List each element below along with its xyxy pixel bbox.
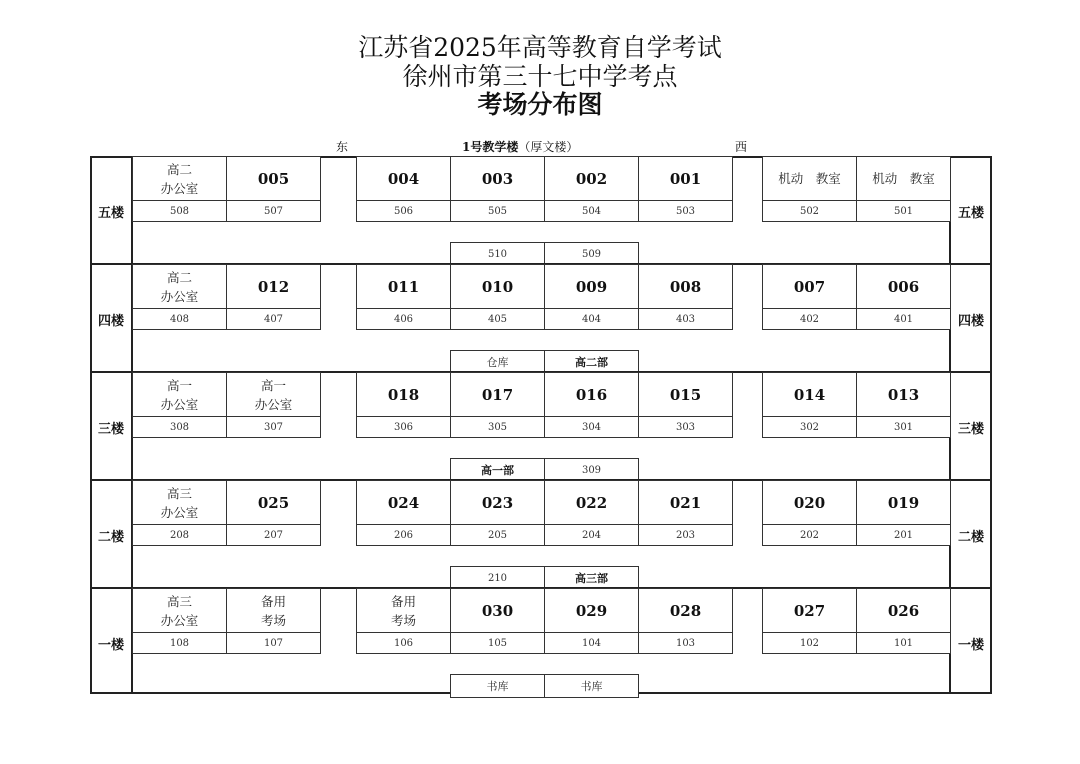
building-name <box>462 139 578 155</box>
exam-room-number: 018 <box>356 372 451 417</box>
exam-room-number: 023 <box>450 480 545 525</box>
exam-room-number: 001 <box>638 156 733 201</box>
exam-room-number: 016 <box>544 372 639 417</box>
exam-room-number: 029 <box>544 588 639 633</box>
east-direction-label: 东 <box>336 140 349 154</box>
exam-room-number: 002 <box>544 156 639 201</box>
room-number: 401 <box>856 308 951 330</box>
room-number: 208 <box>132 524 227 546</box>
auxiliary-room: 书库 <box>450 674 545 698</box>
room-number: 501 <box>856 200 951 222</box>
room-usage-label: 高三 办公室 <box>132 588 227 633</box>
room-usage-label: 高二 办公室 <box>132 264 227 309</box>
room-number: 205 <box>450 524 545 546</box>
room-number: 306 <box>356 416 451 438</box>
room-number: 108 <box>132 632 227 654</box>
room-number: 403 <box>638 308 733 330</box>
exam-room-number: 005 <box>226 156 321 201</box>
document-title-line1: 江苏省2025年高等教育自学考试 <box>358 33 722 62</box>
room-number: 407 <box>226 308 321 330</box>
exam-room-number: 020 <box>762 480 857 525</box>
room-number: 506 <box>356 200 451 222</box>
room-number: 104 <box>544 632 639 654</box>
exam-room-number: 026 <box>856 588 951 633</box>
exam-room-number: 027 <box>762 588 857 633</box>
room-number: 201 <box>856 524 951 546</box>
room-number: 301 <box>856 416 951 438</box>
exam-room-number: 008 <box>638 264 733 309</box>
exam-room-number: 003 <box>450 156 545 201</box>
floor-label-right: 一楼 <box>957 637 984 653</box>
west-direction-label: 西 <box>735 140 748 154</box>
document-title-line2: 徐州市第三十七中学考点 <box>402 62 678 91</box>
document-title-main: 考场分布图 <box>477 90 603 119</box>
auxiliary-room: 509 <box>544 242 639 266</box>
room-usage-label: 备用 考场 <box>226 588 321 633</box>
room-usage-label: 机动 教室 <box>762 156 857 201</box>
exam-room-number: 014 <box>762 372 857 417</box>
auxiliary-room: 仓库 <box>450 350 545 374</box>
room-number: 504 <box>544 200 639 222</box>
auxiliary-room: 书库 <box>544 674 639 698</box>
room-number: 102 <box>762 632 857 654</box>
floor-label-left: 二楼 <box>97 529 124 545</box>
floor-label-right: 二楼 <box>957 529 984 545</box>
room-number: 103 <box>638 632 733 654</box>
room-number: 203 <box>638 524 733 546</box>
room-number: 507 <box>226 200 321 222</box>
room-number: 106 <box>356 632 451 654</box>
room-number: 302 <box>762 416 857 438</box>
floor-label-left: 五楼 <box>97 205 124 221</box>
room-number: 307 <box>226 416 321 438</box>
room-number: 304 <box>544 416 639 438</box>
exam-room-number: 019 <box>856 480 951 525</box>
building-title: 1号教学楼 <box>462 140 519 154</box>
room-number: 404 <box>544 308 639 330</box>
room-number: 305 <box>450 416 545 438</box>
grade-office-label: 高三部 <box>544 566 639 590</box>
room-usage-label: 高一 办公室 <box>132 372 227 417</box>
room-usage-label: 备用 考场 <box>356 588 451 633</box>
exam-room-number: 022 <box>544 480 639 525</box>
floor-label-right: 五楼 <box>957 205 984 221</box>
room-number: 207 <box>226 524 321 546</box>
auxiliary-room: 309 <box>544 458 639 482</box>
exam-room-number: 025 <box>226 480 321 525</box>
floor-label-left: 一楼 <box>97 637 124 653</box>
room-number: 508 <box>132 200 227 222</box>
building-alias: （厚文楼） <box>518 140 579 154</box>
room-usage-label: 高一 办公室 <box>226 372 321 417</box>
exam-room-number: 017 <box>450 372 545 417</box>
exam-room-number: 004 <box>356 156 451 201</box>
room-number: 107 <box>226 632 321 654</box>
floor-label-left: 四楼 <box>97 313 124 329</box>
exam-room-number: 013 <box>856 372 951 417</box>
exam-room-number: 007 <box>762 264 857 309</box>
room-usage-label: 高二 办公室 <box>132 156 227 201</box>
grade-office-label: 高一部 <box>450 458 545 482</box>
room-number: 505 <box>450 200 545 222</box>
exam-room-number: 021 <box>638 480 733 525</box>
floor-label-right: 三楼 <box>957 421 984 437</box>
exam-room-number: 011 <box>356 264 451 309</box>
exam-room-number: 028 <box>638 588 733 633</box>
exam-room-number: 012 <box>226 264 321 309</box>
room-number: 202 <box>762 524 857 546</box>
room-number: 308 <box>132 416 227 438</box>
floor-label-left: 三楼 <box>97 421 124 437</box>
room-number: 101 <box>856 632 951 654</box>
room-number: 402 <box>762 308 857 330</box>
room-usage-label: 高三 办公室 <box>132 480 227 525</box>
exam-room-number: 006 <box>856 264 951 309</box>
auxiliary-room: 510 <box>450 242 545 266</box>
room-number: 204 <box>544 524 639 546</box>
room-number: 206 <box>356 524 451 546</box>
grade-office-label: 高二部 <box>544 350 639 374</box>
exam-room-number: 010 <box>450 264 545 309</box>
room-number: 503 <box>638 200 733 222</box>
room-number: 406 <box>356 308 451 330</box>
exam-room-number: 009 <box>544 264 639 309</box>
auxiliary-room: 210 <box>450 566 545 590</box>
exam-room-number: 024 <box>356 480 451 525</box>
room-number: 405 <box>450 308 545 330</box>
room-number: 105 <box>450 632 545 654</box>
room-usage-label: 机动 教室 <box>856 156 951 201</box>
room-number: 408 <box>132 308 227 330</box>
room-number: 502 <box>762 200 857 222</box>
exam-room-number: 030 <box>450 588 545 633</box>
exam-room-number: 015 <box>638 372 733 417</box>
room-number: 303 <box>638 416 733 438</box>
floor-label-right: 四楼 <box>957 313 984 329</box>
